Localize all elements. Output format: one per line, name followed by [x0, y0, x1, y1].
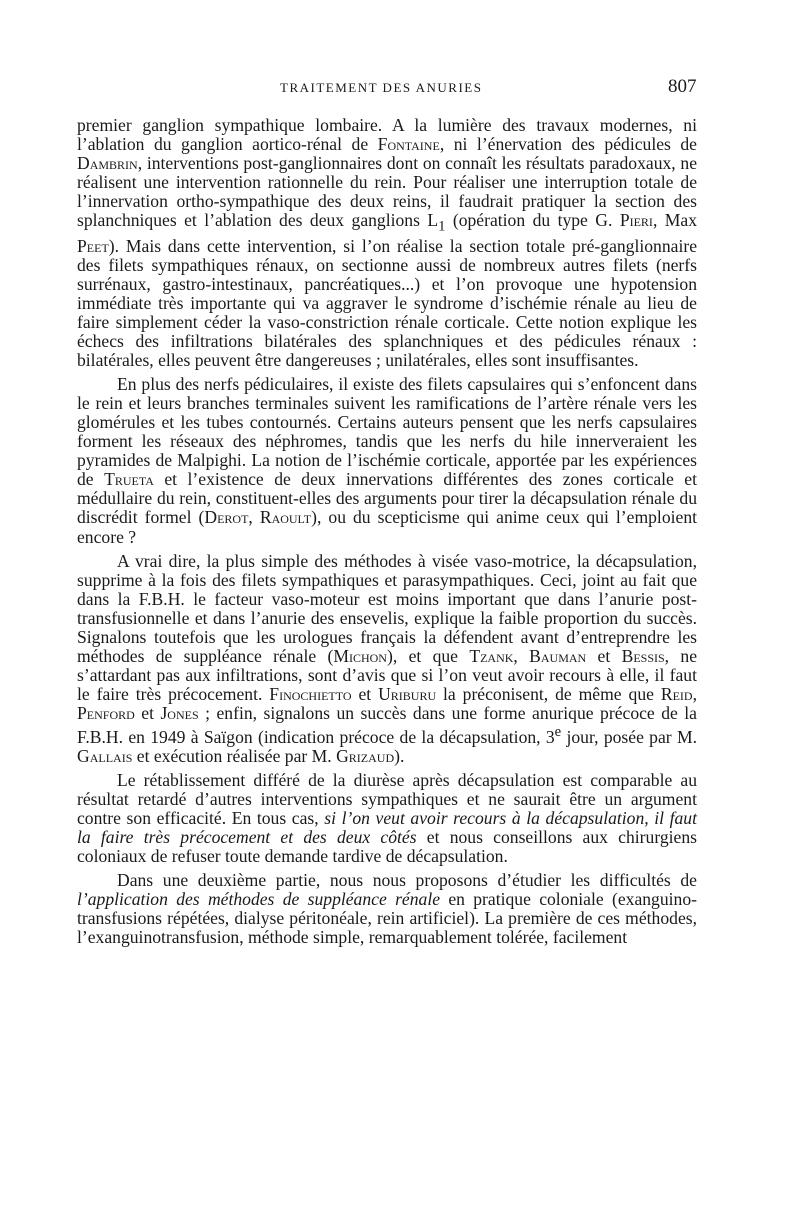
running-title: TRAITEMENT DES ANURIES	[280, 80, 483, 95]
author-name: Gallais	[77, 745, 133, 766]
text-run: , ni l’énervation des pédicules de	[439, 134, 697, 155]
author-name: Michon	[333, 645, 387, 666]
text-run: et l’existence de deux innervations différentes des zones corticale et médullaire du rein, constituent-elles des arguments pour tirer la décapsulation rénale du discrédit formel (	[77, 469, 697, 528]
paragraph	[77, 375, 697, 546]
author-name: Derot	[204, 507, 249, 528]
text-run: ). Mais dans cette intervention, si l’on réalise la section totale pré-ganglionnaire des filets sympathiques rénaux, on sectionne aussi de nombreux autres filets (nerfs surrénaux, gastro-intestinaux, pancréatiques...) et l’on provoque une hypotension immédiate très importante qui va aggraver le syndrome d’ischémie rénale au lieu de faire simplement céder la vaso-constriction rénale corticale. Cette notion explique les échecs des infiltrations bilatérales des splanchniques et des pédicules rénaux : bilatérales, elles peuvent être dangereuses ; unilatérales, elles sont insuffisantes.	[77, 235, 697, 371]
paragraph	[77, 116, 697, 370]
text-run: ,	[513, 645, 530, 666]
author-name: Bauman	[529, 645, 587, 666]
paragraph	[77, 552, 697, 766]
author-name: Trueta	[104, 469, 154, 490]
text-run: ,	[692, 683, 697, 704]
author-name: Jones	[160, 702, 199, 723]
text-run: Dans une deuxième partie, nous nous proposons d’étudier les difficultés de	[117, 870, 697, 891]
author-name: Penford	[77, 702, 135, 723]
text-run: ).	[394, 745, 405, 766]
author-name: Bessis	[621, 645, 665, 666]
text-run: En plus des nerfs pédiculaires, il existe des filets capsulaires qui s’enfoncent dans le rein et leurs branches terminales suivent les ramifications de l’artère rénale vers les glomérules et les tubes contournés. Certains auteurs pensent que les nerfs capsulaires forment les réseaux des néphromes, tandis que les nerfs du hile innerveraient les pyramides de Malpighi. La notion de l’ischémie corticale, apportée par les expériences de	[77, 374, 697, 490]
text-run: premier ganglion sympathique lombaire. A la lumière des travaux modernes, ni l’ablation du ganglion aortico-rénal de	[77, 115, 697, 155]
author-name: Fontaine	[377, 134, 440, 155]
text-run: et	[351, 683, 379, 704]
author-name: Finochietto	[269, 683, 352, 704]
author-name: Grizaud	[336, 745, 395, 766]
paragraph	[77, 871, 697, 947]
author-name: Reid	[660, 683, 693, 704]
text-run: ; enfin, signalons un succès dans une forme anurique précoce de la F.B.H. en 1949 à Saïgon (indication précoce de la décapsulation, 3	[77, 702, 697, 747]
text-run: jour, posée par M.	[561, 726, 697, 747]
text-run: , Max	[652, 210, 698, 231]
page-number: 807	[668, 76, 697, 97]
text-run: et nous conseillons aux chirurgiens coloniaux de refuser toute demande tardive de décapsulation.	[77, 827, 698, 867]
text-run: , ne s’attardant pas aux infiltrations, sont d’avis que si l’on veut avoir recours à elle, il faut le faire très précocement.	[77, 645, 698, 704]
text-run: et exécution réalisée par M.	[132, 745, 337, 766]
emphasis-text: l’application des méthodes de suppléance rénale	[77, 889, 441, 910]
text-run: 1	[438, 218, 446, 235]
text-run: (opération du type G.	[445, 210, 620, 231]
author-name: Tzank	[469, 645, 514, 666]
text-run: , interventions post-ganglionnaires dont on connaît les résultats paradoxaux, ne réalisent une intervention rationnelle du rein. Pour réaliser une interruption totale de l’innervation ortho-sympathique des deux reins, il faudrait pratiquer la section des splanchniques et l’ablation des deux ganglions L	[77, 153, 697, 231]
text-run: ,	[248, 507, 260, 528]
author-name: Pieri	[619, 210, 653, 231]
paragraph	[77, 771, 697, 866]
text-run: ), et que	[386, 645, 470, 666]
text-run: A vrai dire, la plus simple des méthodes à visée vaso-motrice, la décapsulation, supprime à la fois des filets sympathiques et parasympathiques. Ceci, joint au fait que dans la F.B.H. le facteur vaso-moteur est moins important que dans l’anurie post-transfusionnelle et dans l’anurie des ensevelis, explique la faible proportion du succès. Signalons toutefois que les urologues français la défendent avant d’entreprendre les méthodes de suppléance rénale (	[77, 550, 697, 666]
author-name: Peet	[77, 235, 109, 256]
author-name: Raoult	[259, 507, 312, 528]
emphasis-text: si l’on veut avoir recours à la décapsulation, il faut la faire très précocement et des deux côtés	[77, 808, 697, 848]
body-text	[77, 116, 697, 947]
text-run: et	[134, 702, 161, 723]
text-run: e	[554, 723, 562, 740]
author-name: Uriburu	[378, 683, 437, 704]
text-run: en pratique coloniale (exanguino-transfusions répétées, dialyse péritonéale, rein artificiel). La première de ces méthodes, l’exanguinotransfusion, méthode simple, remarquablement tolérée, facilement	[77, 889, 697, 948]
text-run: Le rétablissement différé de la diurèse après décapsulation est comparable au résultat retardé d’autres interventions sympathiques et ne saurait être un argument contre son efficacité. En tous cas,	[77, 769, 697, 829]
text-run: et	[586, 645, 622, 666]
author-name: Dambrin	[77, 153, 138, 174]
text-run: ), ou du scepticisme qui anime ceux qui l’emploient encore ?	[77, 507, 697, 547]
text-run: la préconisent, de même que	[436, 683, 661, 704]
